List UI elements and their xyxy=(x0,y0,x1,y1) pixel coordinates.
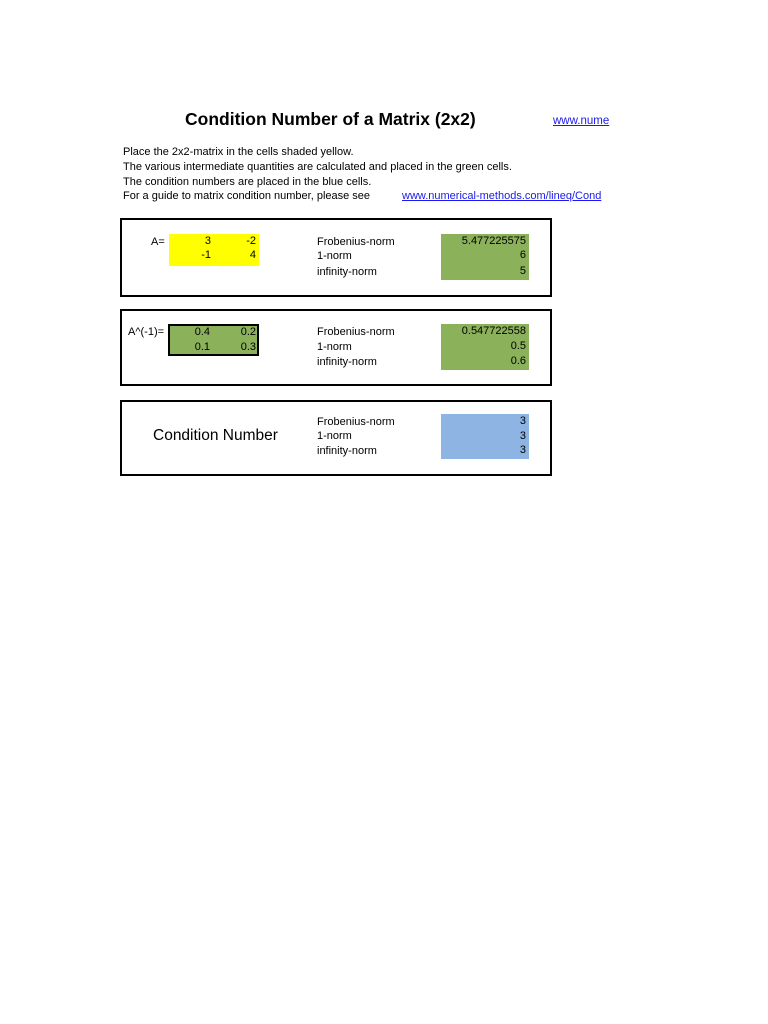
condition-1norm-label: 1-norm xyxy=(317,430,352,442)
matrix-inverse-cell-22: 0.3 xyxy=(240,341,256,353)
matrix-inverse-infnorm-value: 0.6 xyxy=(510,355,526,367)
matrix-inverse-1norm-label: 1-norm xyxy=(317,341,352,353)
condition-number-label: Condition Number xyxy=(153,427,278,444)
header-link[interactable]: www.nume xyxy=(553,115,610,127)
matrix-a-1norm-label: 1-norm xyxy=(317,250,352,262)
condition-infnorm-label: infinity-norm xyxy=(317,445,377,457)
page-title: Condition Number of a Matrix (2x2) xyxy=(185,109,476,129)
matrix-inverse-cell-11: 0.4 xyxy=(194,326,210,338)
condition-infnorm-value: 3 xyxy=(519,444,526,456)
matrix-a-frobenius-value: 5.477225575 xyxy=(461,235,526,247)
matrix-a-infnorm-value: 5 xyxy=(519,265,526,277)
matrix-inverse-frobenius-label: Frobenius-norm xyxy=(317,326,395,338)
matrix-inverse-label: A^(-1)= xyxy=(128,326,165,338)
matrix-inverse-infnorm-label: infinity-norm xyxy=(317,356,377,368)
matrix-inverse-cell-12: 0.2 xyxy=(240,326,256,338)
matrix-a-cell-11[interactable]: 3 xyxy=(204,235,211,247)
matrix-a-frobenius-label: Frobenius-norm xyxy=(317,236,395,248)
matrix-a-cell-22[interactable]: 4 xyxy=(249,249,256,261)
matrix-inverse-frobenius-value: 0.547722558 xyxy=(461,325,526,337)
instruction-line-3: The condition numbers are placed in the blue cells. xyxy=(123,176,372,188)
matrix-a-cell-21[interactable]: -1 xyxy=(201,249,211,261)
guide-link[interactable]: www.numerical-methods.com/lineq/Cond xyxy=(402,190,602,202)
instruction-line-2: The various intermediate quantities are calculated and placed in the green cells. xyxy=(123,161,512,173)
matrix-a-1norm-value: 6 xyxy=(519,249,526,261)
matrix-inverse-cell-21: 0.1 xyxy=(194,341,210,353)
instruction-line-1: Place the 2x2-matrix in the cells shaded yellow. xyxy=(123,146,354,158)
condition-frobenius-value: 3 xyxy=(519,415,526,427)
matrix-a-infnorm-label: infinity-norm xyxy=(317,266,377,278)
condition-1norm-value: 3 xyxy=(519,430,526,442)
matrix-inverse-1norm-value: 0.5 xyxy=(510,340,526,352)
matrix-a-label: A= xyxy=(151,236,165,248)
condition-frobenius-label: Frobenius-norm xyxy=(317,416,395,428)
matrix-a-cell-12[interactable]: -2 xyxy=(246,235,256,247)
instruction-line-4: For a guide to matrix condition number, please see xyxy=(123,190,371,202)
